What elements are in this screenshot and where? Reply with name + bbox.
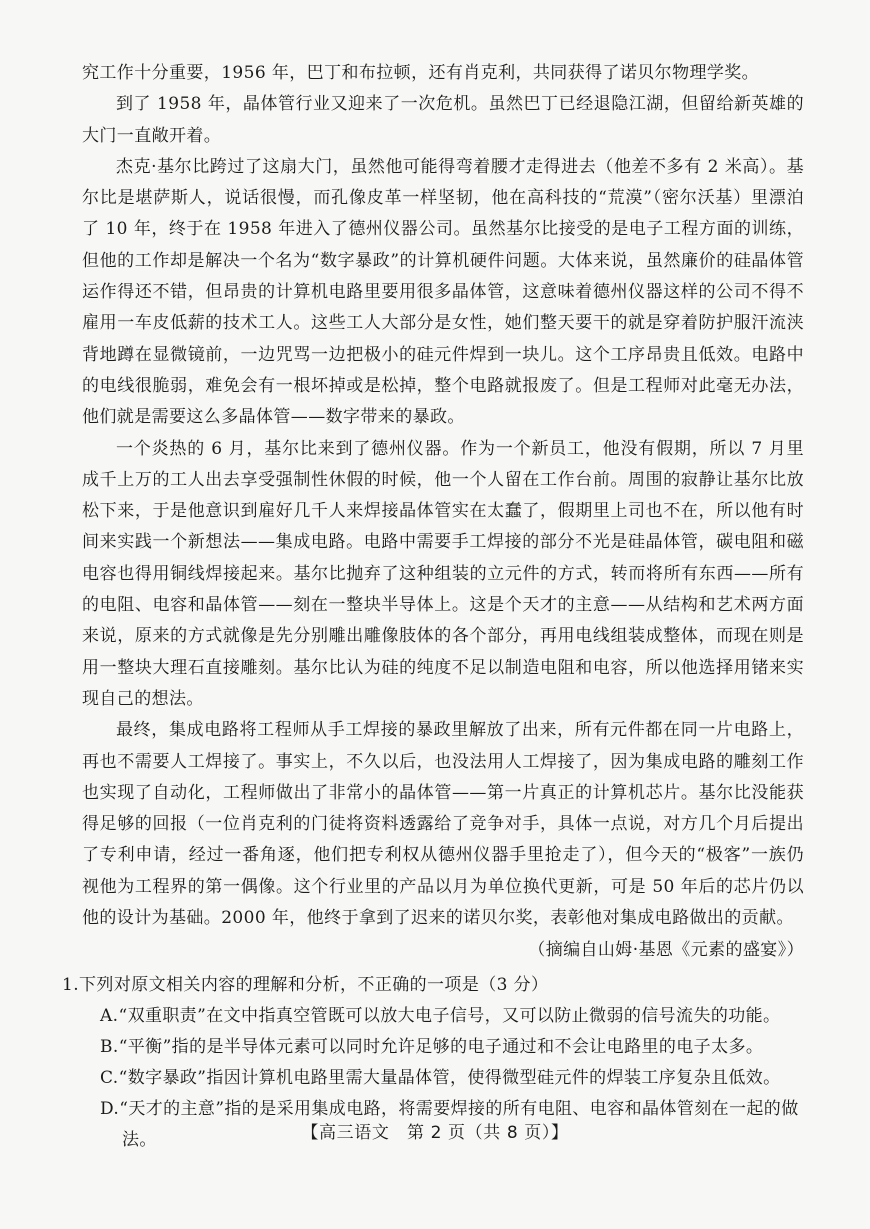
option-d: D.“天才的主意”指的是采用集成电路，将需要焊接的所有电阻、电容和晶体管刻在一起的做法。 (100, 1099, 799, 1151)
option-c: C.“数字暴政”指因计算机电路里需大量晶体管，使得微型硅元件的焊装工序复杂且低效。 (100, 1068, 781, 1089)
article-source-citation: （摘编自山姆·基恩《元素的盛宴》） (528, 940, 804, 961)
option-b: B.“平衡”指的是半导体元素可以同时允许足够的电子通过和不会让电路里的电子太多。 (100, 1037, 764, 1058)
article-paragraph-5: 最终，集成电路将工程师从手工焊接的暴政里解放了出来，所有元件都在同一片电路上，再也不需要人工焊接了。事实上，不久以后，也没法用人工焊接了，因为集成电路的雕刻工作也实现了自动化，工程师做出了非常小的晶体管——第一片真正的计算机芯片。基尔比没能获得足够的回报（一位肖克利的门徒将资料透露给了竞争对手，具体一点说，对方几个月后提出了专利申请，经过一番角逐，他们把专利权从德州仪器手里抢走了），但今天的“极客”一族仍视他为工程界的第一偶像。这个行业里的产品以月为单位换代更新，可是 50 年后的芯片仍以他的设计为基础。2000 年，他终于拿到了迟来的诺贝尔奖，表彰他对集成电路做出的贡献。 (82, 720, 804, 929)
article-body (82, 58, 804, 966)
article-paragraph-4: 一个炎热的 6 月，基尔比来到了德州仪器。作为一个新员工，他没有假期，所以 7 月里成千上万的工人出去享受强制性休假的时候，他一个人留在工作台前。周围的寂静让基尔比放松下来，于是他意识到雇好几千人来焊接晶体管实在太蠢了，假期里上司也不在，所以他有时间来实践一个新想法——集成电路。电路中需要手工焊接的部分不光是硅晶体管，碳电阻和磁电容也得用铜线焊接起来。基尔比抛弃了这种组装的立元件的方式，转而将所有东西——所有的电阻、电容和晶体管——刻在一整块半导体上。这是个天才的主意——从结构和艺术两方面来说，原来的方式就像是先分别雕出雕像肢体的各个部分，再用电线组装成整体，而现在则是用一整块大理石直接雕刻。基尔比认为硅的纯度不足以制造电阻和电容，所以他选择用锗来实现自己的想法。 (82, 438, 804, 709)
question-stem: 1.下列对原文相关内容的理解和分析，不正确的一项是（3 分） (62, 975, 549, 996)
page-footer: 【高三语文 第 2 页（共 8 页）】 (301, 1123, 569, 1143)
article-paragraph-1: 究工作十分重要，1956 年，巴丁和布拉顿，还有肖克利，共同获得了诺贝尔物理学奖。 (82, 63, 760, 83)
article-paragraph-3: 杰克·基尔比跨过了这扇大门，虽然他可能得弯着腰才走得进去（他差不多有 2 米高）。基尔比是堪萨斯人，说话很慢，而孔像皮革一样坚韧，他在高科技的“荒漠”（密尔沃基）里漂泊了 10 年，终于在 1958 年进入了德州仪器公司。虽然基尔比接受的是电子工程方面的训练，但他的工作却是解决一个名为“数字暴政”的计算机硬件问题。大体来说，虽然廉价的硅晶体管运作得还不错，但昂贵的计算机电路里要用很多晶体管，这意味着德州仪器这样的公司不得不雇用一车皮低薪的技术工人。这些工人大部分是女性，她们整天要干的就是穿着防护服汗流浃背地蹲在显微镜前，一边咒骂一边把极小的硅元件焊到一块儿。这个工序昂贵且低效。电路中的电线很脆弱，难免会有一根坏掉或是松掉，整个电路就报废了。但是工程师对此毫无办法，他们就是需要这么多晶体管——数字带来的暴政。 (82, 156, 804, 428)
article-paragraph-2: 到了 1958 年，晶体管行业又迎来了一次危机。虽然巴丁已经退隐江湖，但留给新英雄的大门一直敞开着。 (82, 94, 804, 146)
option-a: A.“双重职责”在文中指真空管既可以放大电子信号，又可以防止微弱的信号流失的功能。 (100, 1006, 781, 1027)
